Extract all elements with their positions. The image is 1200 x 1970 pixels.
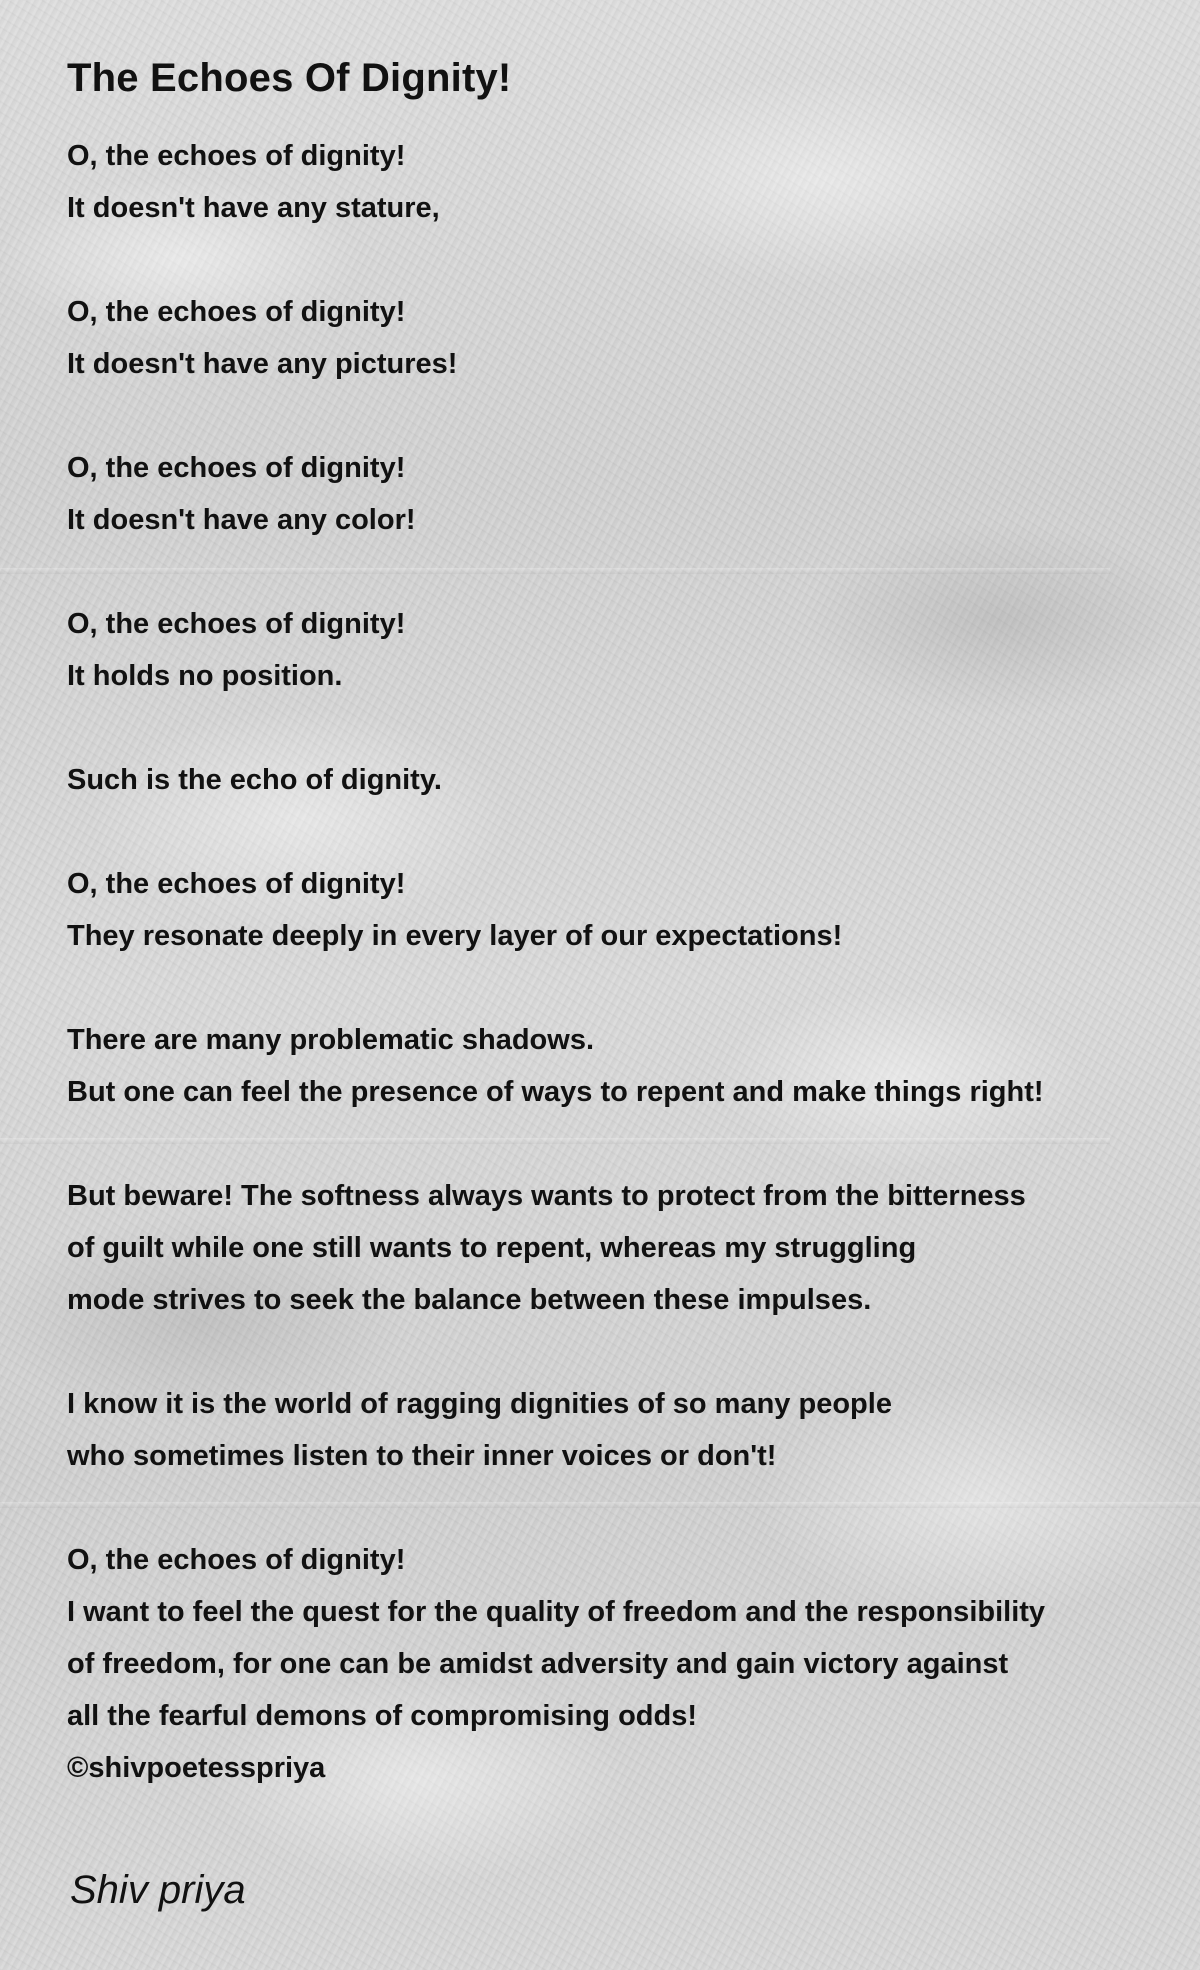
poem-line: But one can feel the presence of ways to repent and make things right! bbox=[67, 1076, 1044, 1108]
poem-body bbox=[67, 50, 1177, 1846]
stanza-2 bbox=[67, 286, 1177, 390]
poem-line: It doesn't have any stature, bbox=[67, 192, 440, 224]
poem-line: O, the echoes of dignity! bbox=[67, 452, 406, 484]
poem-line: There are many problematic shadows. bbox=[67, 1024, 595, 1056]
poem-line: all the fearful demons of compromising odds! bbox=[67, 1700, 697, 1732]
stanza-7 bbox=[67, 1014, 1177, 1118]
poem-line: O, the echoes of dignity! bbox=[67, 1544, 406, 1576]
poem-line: of guilt while one still wants to repent, whereas my struggling bbox=[67, 1232, 917, 1264]
stanza-4 bbox=[67, 598, 1177, 702]
stanza-3 bbox=[67, 442, 1177, 546]
poem-line: O, the echoes of dignity! bbox=[67, 140, 406, 172]
copyright-line: ©shivpoetesspriya bbox=[67, 1752, 326, 1784]
poem-line: I know it is the world of ragging dignities of so many people bbox=[67, 1388, 892, 1420]
poem-line: It doesn't have any color! bbox=[67, 504, 416, 536]
poem-line: O, the echoes of dignity! bbox=[67, 608, 406, 640]
poem-line: mode strives to seek the balance between these impulses. bbox=[67, 1284, 872, 1316]
poem-line: But beware! The softness always wants to protect from the bitterness bbox=[67, 1180, 1026, 1212]
stanza-5 bbox=[67, 754, 1177, 806]
author-name: Shiv priya bbox=[70, 1868, 246, 1912]
poem-line: of freedom, for one can be amidst adversity and gain victory against bbox=[67, 1648, 1009, 1680]
poem-line: It holds no position. bbox=[67, 660, 343, 692]
stanza-10 bbox=[67, 1534, 1177, 1794]
poem-line: Such is the echo of dignity. bbox=[67, 764, 442, 796]
stanza-8 bbox=[67, 1170, 1177, 1326]
poem-title: The Echoes Of Dignity! bbox=[67, 56, 512, 100]
poem-line: who sometimes listen to their inner voices or don't! bbox=[67, 1440, 777, 1472]
poem-line: They resonate deeply in every layer of our expectations! bbox=[67, 920, 843, 952]
poem-line: It doesn't have any pictures! bbox=[67, 348, 458, 380]
stanza-9 bbox=[67, 1378, 1177, 1482]
poem-line: O, the echoes of dignity! bbox=[67, 868, 406, 900]
poem-line: O, the echoes of dignity! bbox=[67, 296, 406, 328]
stanza-6 bbox=[67, 858, 1177, 962]
stanza-1 bbox=[67, 130, 1177, 234]
poem-line: I want to feel the quest for the quality of freedom and the responsibility bbox=[67, 1596, 1046, 1628]
